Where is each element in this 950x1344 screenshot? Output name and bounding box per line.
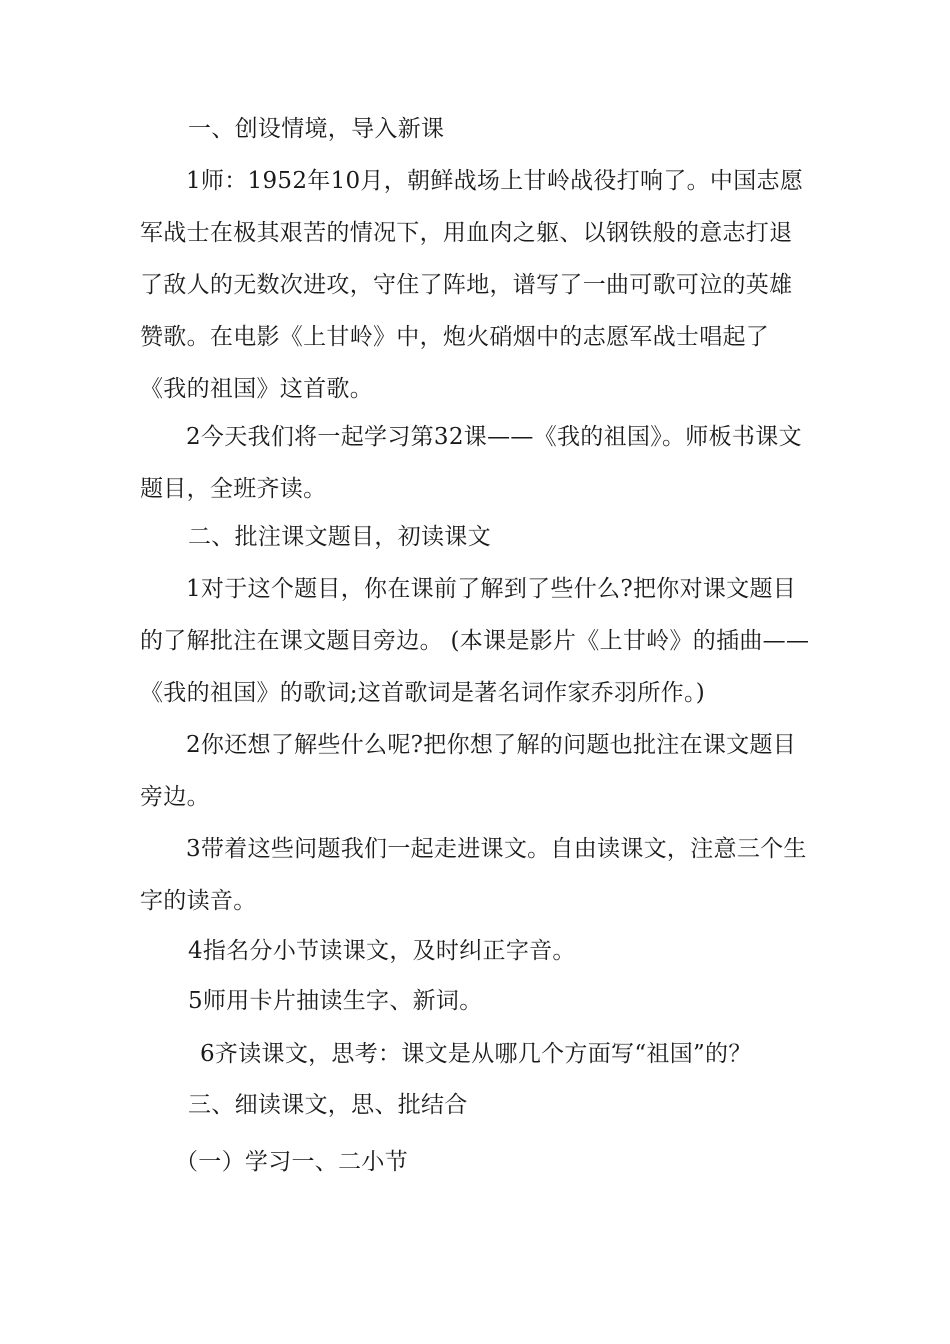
paragraph-annotate-title: 1对于这个题目，你在课前了解到了些什么?把你对课文题目的了解批注在课文题目旁边。 (本课是影片《上甘岭》的插曲——《我的祖国》的歌词;这首歌词是著名词作家乔羽所作。) bbox=[140, 576, 810, 706]
subsection-heading: （一）学习一、二小节 bbox=[175, 1149, 408, 1175]
paragraph-questions: 2你还想了解些什么呢?把你想了解的问题也批注在课文题目旁边。 bbox=[140, 732, 797, 810]
section-heading-2: 二、批注课文题目，初读课文 bbox=[188, 524, 491, 550]
paragraph-free-reading: 3带着这些问题我们一起走进课文。自由读课文，注意三个生字的读音。 bbox=[140, 836, 807, 914]
paragraph-intro-teacher: 1师：1952年10月，朝鲜战场上甘岭战役打响了。中国志愿军战士在极其艰苦的情况下，用血肉之躯、以钢铁般的意志打退了敌人的无数次进攻，守住了阵地，谱写了一曲可歌可泣的英雄赞歌。在电影《上甘岭》中，炮火硝烟中的志愿军战士唱起了《我的祖国》这首歌。 bbox=[140, 168, 804, 402]
section-heading-3: 三、细读课文，思、批结合 bbox=[188, 1092, 468, 1118]
paragraph-group-reading: 6齐读课文，思考：课文是从哪几个方面写“祖国”的？ bbox=[200, 1041, 752, 1067]
paragraph-section-reading: 4指名分小节读课文，及时纠正字音。 bbox=[188, 938, 576, 964]
paragraph-flash-cards: 5师用卡片抽读生字、新词。 bbox=[188, 988, 483, 1014]
paragraph-lesson-title: 2今天我们将一起学习第32课——《我的祖国》。师板书课文题目，全班齐读。 bbox=[140, 424, 802, 502]
section-heading-1: 一、创设情境，导入新课 bbox=[188, 116, 445, 142]
